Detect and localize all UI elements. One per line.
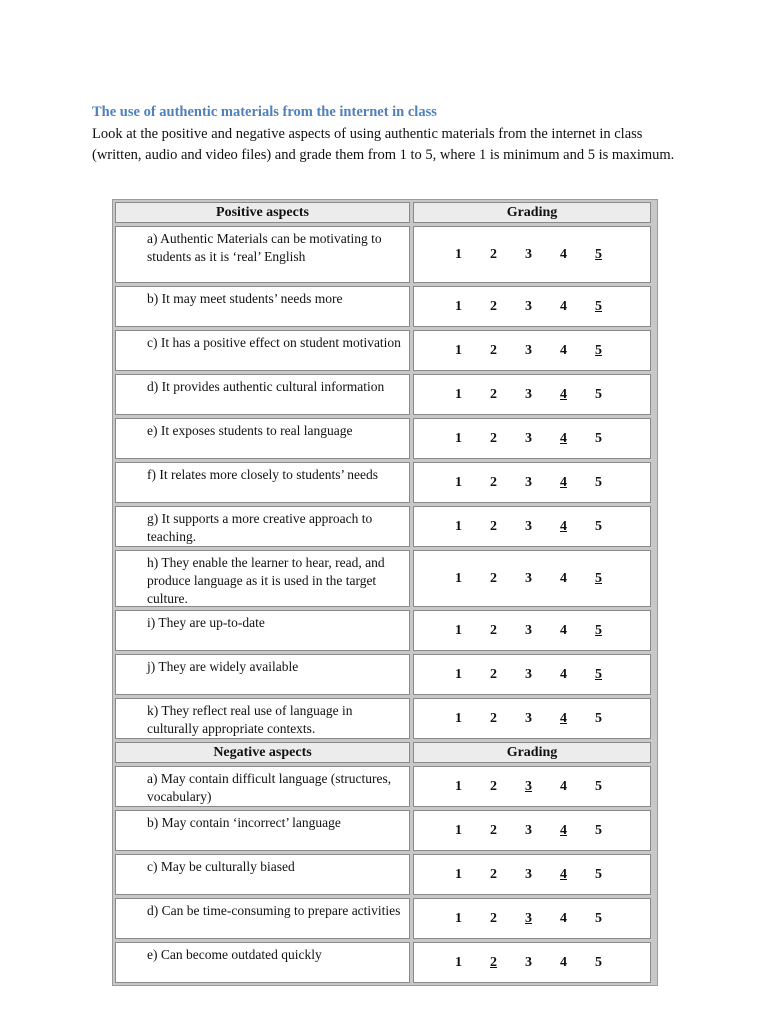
grade-option[interactable]: 2 <box>490 622 497 638</box>
aspect-text: b) It may meet students’ needs more <box>115 286 410 327</box>
table-row <box>115 550 655 607</box>
aspect-text: i) They are up-to-date <box>115 610 410 651</box>
grade-option[interactable]: 5 <box>595 386 602 402</box>
grade-option[interactable]: 3 <box>525 866 532 882</box>
grade-option[interactable]: 1 <box>455 386 462 402</box>
grade-option[interactable]: 5 <box>595 430 602 446</box>
aspects-column-header: Positive aspects <box>115 202 410 223</box>
grade-option[interactable]: 3 <box>525 246 532 262</box>
grade-option-selected[interactable]: 4 <box>560 430 567 446</box>
aspect-text: a) Authentic Materials can be motivating to students as it is ‘real’ English <box>115 226 410 283</box>
section-header-row <box>115 742 655 763</box>
grade-option-selected[interactable]: 4 <box>560 710 567 726</box>
grade-option-selected[interactable]: 4 <box>560 386 567 402</box>
grade-option[interactable]: 4 <box>560 622 567 638</box>
aspect-text: k) They reflect real use of language in culturally appropriate contexts. <box>115 698 410 739</box>
grade-option[interactable]: 4 <box>560 298 567 314</box>
grade-option[interactable]: 4 <box>560 570 567 586</box>
grade-scale <box>413 418 651 459</box>
grade-option[interactable]: 5 <box>595 822 602 838</box>
grade-option-selected[interactable]: 5 <box>595 570 602 586</box>
grade-option-selected[interactable]: 3 <box>525 778 532 794</box>
grade-option[interactable]: 4 <box>560 666 567 682</box>
grade-option[interactable]: 2 <box>490 342 497 358</box>
grade-scale <box>413 330 651 371</box>
grade-option[interactable]: 3 <box>525 430 532 446</box>
table-row <box>115 654 655 695</box>
grade-option[interactable]: 2 <box>490 246 497 262</box>
aspect-text: g) It supports a more creative approach to teaching. <box>115 506 410 547</box>
table-row <box>115 810 655 851</box>
grade-option[interactable]: 2 <box>490 666 497 682</box>
page-title: The use of authentic materials from the internet in class <box>92 104 437 120</box>
grade-option[interactable]: 3 <box>525 386 532 402</box>
aspect-text: d) It provides authentic cultural information <box>115 374 410 415</box>
grade-option[interactable]: 2 <box>490 570 497 586</box>
grade-option[interactable]: 3 <box>525 518 532 534</box>
grade-option-selected[interactable]: 5 <box>595 246 602 262</box>
grade-option[interactable]: 2 <box>490 822 497 838</box>
grade-option[interactable]: 5 <box>595 910 602 926</box>
grade-option[interactable]: 5 <box>595 954 602 970</box>
grade-option[interactable]: 2 <box>490 430 497 446</box>
grade-option[interactable]: 4 <box>560 954 567 970</box>
grade-scale <box>413 374 651 415</box>
grade-option[interactable]: 5 <box>595 518 602 534</box>
grading-column-header: Grading <box>413 742 651 763</box>
aspect-text: a) May contain difficult language (structures, vocabulary) <box>115 766 410 807</box>
aspect-text: c) It has a positive effect on student motivation <box>115 330 410 371</box>
grade-option-selected[interactable]: 5 <box>595 298 602 314</box>
grade-option[interactable]: 1 <box>455 822 462 838</box>
grade-option-selected[interactable]: 5 <box>595 622 602 638</box>
table-row <box>115 898 655 939</box>
grade-option[interactable]: 4 <box>560 778 567 794</box>
grade-scale <box>413 898 651 939</box>
grade-option[interactable]: 1 <box>455 622 462 638</box>
grade-option[interactable]: 1 <box>455 570 462 586</box>
aspect-text: e) Can become outdated quickly <box>115 942 410 983</box>
grade-option[interactable]: 1 <box>455 430 462 446</box>
table-row <box>115 610 655 651</box>
grade-scale <box>413 610 651 651</box>
grade-option[interactable]: 1 <box>455 474 462 490</box>
grade-option[interactable]: 5 <box>595 778 602 794</box>
grade-option[interactable]: 4 <box>560 910 567 926</box>
grade-option[interactable]: 3 <box>525 474 532 490</box>
grade-scale <box>413 286 651 327</box>
grading-column-header: Grading <box>413 202 651 223</box>
grade-option-selected[interactable]: 2 <box>490 954 497 970</box>
table-row <box>115 286 655 327</box>
grade-option-selected[interactable]: 3 <box>525 910 532 926</box>
grade-option[interactable]: 3 <box>525 570 532 586</box>
aspect-text: b) May contain ‘incorrect’ language <box>115 810 410 851</box>
grade-scale <box>413 226 651 283</box>
grade-option[interactable]: 1 <box>455 866 462 882</box>
grade-scale <box>413 654 651 695</box>
grade-option-selected[interactable]: 5 <box>595 342 602 358</box>
grade-option[interactable]: 3 <box>525 342 532 358</box>
grade-scale <box>413 698 651 739</box>
grade-option[interactable]: 3 <box>525 710 532 726</box>
grade-option[interactable]: 1 <box>455 518 462 534</box>
grade-option[interactable]: 1 <box>455 298 462 314</box>
aspect-text: e) It exposes students to real language <box>115 418 410 459</box>
grade-option-selected[interactable]: 5 <box>595 666 602 682</box>
grade-option[interactable]: 3 <box>525 622 532 638</box>
grade-option[interactable]: 5 <box>595 866 602 882</box>
table-row <box>115 226 655 283</box>
aspects-column-header: Negative aspects <box>115 742 410 763</box>
grade-option-selected[interactable]: 4 <box>560 822 567 838</box>
grade-option[interactable]: 1 <box>455 778 462 794</box>
table-row <box>115 766 655 807</box>
grade-scale <box>413 766 651 807</box>
grade-option[interactable]: 2 <box>490 910 497 926</box>
aspect-text: j) They are widely available <box>115 654 410 695</box>
grade-option[interactable]: 2 <box>490 710 497 726</box>
aspect-text: f) It relates more closely to students’ needs <box>115 462 410 503</box>
section-header-row <box>115 202 655 223</box>
grade-option[interactable]: 3 <box>525 666 532 682</box>
grade-scale <box>413 942 651 983</box>
aspect-text: c) May be culturally biased <box>115 854 410 895</box>
table-row <box>115 506 655 547</box>
table-row <box>115 418 655 459</box>
aspect-text: h) They enable the learner to hear, read, and produce language as it is used in the target culture. <box>115 550 410 607</box>
grade-option[interactable]: 2 <box>490 298 497 314</box>
table-row <box>115 330 655 371</box>
grade-option[interactable]: 1 <box>455 666 462 682</box>
grade-option[interactable]: 4 <box>560 342 567 358</box>
instructions-paragraph: Look at the positive and negative aspects of using authentic materials from the internet in class (written, audio and video files) and grade them from 1 to 5, where 1 is minimum and 5 is maximum. <box>92 126 675 163</box>
grade-option[interactable]: 2 <box>490 778 497 794</box>
grade-option-selected[interactable]: 4 <box>560 866 567 882</box>
table-row <box>115 854 655 895</box>
grade-option[interactable]: 1 <box>455 710 462 726</box>
grade-scale <box>413 462 651 503</box>
grade-option[interactable]: 3 <box>525 954 532 970</box>
grade-option[interactable]: 1 <box>455 246 462 262</box>
table-row <box>115 374 655 415</box>
grade-option[interactable]: 2 <box>490 866 497 882</box>
grade-scale <box>413 550 651 607</box>
table-row <box>115 698 655 739</box>
grade-option[interactable]: 1 <box>455 342 462 358</box>
grade-option[interactable]: 2 <box>490 518 497 534</box>
grade-option[interactable]: 5 <box>595 710 602 726</box>
grade-option[interactable]: 1 <box>455 910 462 926</box>
grade-scale <box>413 854 651 895</box>
grade-scale <box>413 810 651 851</box>
grade-option[interactable]: 3 <box>525 822 532 838</box>
grade-option-selected[interactable]: 4 <box>560 474 567 490</box>
table-row <box>115 942 655 983</box>
grade-option[interactable]: 1 <box>455 954 462 970</box>
grade-option[interactable]: 5 <box>595 474 602 490</box>
aspect-text: d) Can be time-consuming to prepare activities <box>115 898 410 939</box>
grade-option[interactable]: 2 <box>490 474 497 490</box>
grade-option-selected[interactable]: 4 <box>560 518 567 534</box>
grade-scale <box>413 506 651 547</box>
grade-option[interactable]: 3 <box>525 298 532 314</box>
rating-table <box>112 199 658 986</box>
table-row <box>115 462 655 503</box>
grade-option[interactable]: 4 <box>560 246 567 262</box>
grade-option[interactable]: 2 <box>490 386 497 402</box>
